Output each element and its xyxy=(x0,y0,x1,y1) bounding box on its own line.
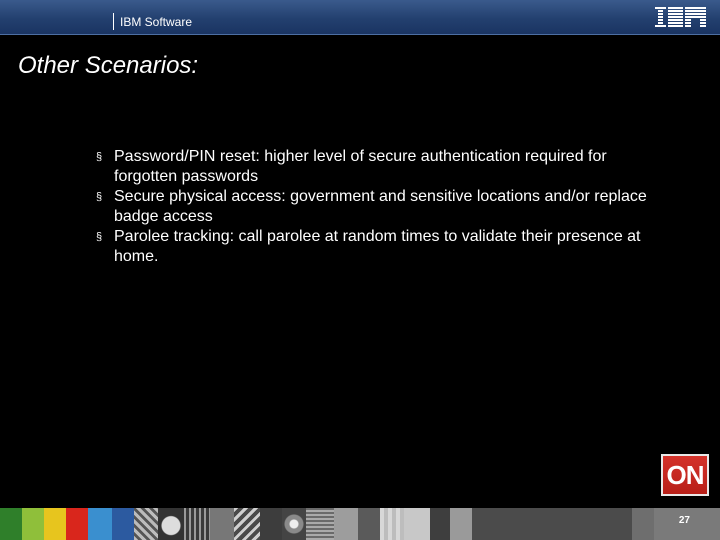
footer-tile xyxy=(134,508,158,540)
bullet-marker-icon: § xyxy=(96,151,103,163)
footer-tile xyxy=(334,508,358,540)
badge-text: ON xyxy=(666,459,704,490)
footer-tile xyxy=(158,508,184,540)
brand-divider xyxy=(113,13,114,30)
footer-tile xyxy=(632,508,654,540)
ibm-logo xyxy=(655,7,707,34)
footer-tile xyxy=(234,508,260,540)
bullet-item xyxy=(96,147,666,187)
bullet-text: Secure physical access: government and sensitive locations and/or replace badge access xyxy=(114,188,647,225)
footer-tile xyxy=(450,508,472,540)
slide-title: Other Scenarios: xyxy=(18,52,199,79)
bullet-marker-icon: § xyxy=(96,231,103,243)
bullet-text: Parolee tracking: call parolee at random times to validate their presence at home. xyxy=(114,228,641,265)
brand-label: IBM Software xyxy=(120,15,193,29)
footer-tile xyxy=(358,508,380,540)
footer-tile xyxy=(430,508,450,540)
footer-tile xyxy=(112,508,134,540)
bullet-list xyxy=(96,147,666,267)
bullet-item xyxy=(96,227,666,267)
bullet-marker-icon: § xyxy=(96,191,103,203)
ibm-logo-graphic xyxy=(655,7,707,29)
footer-tile xyxy=(44,508,66,540)
bullet-item xyxy=(96,187,666,227)
page-number: 27 xyxy=(678,515,690,526)
footer-tile xyxy=(380,508,404,540)
footer-tile xyxy=(306,508,334,540)
footer-tile xyxy=(22,508,44,540)
footer-tile xyxy=(0,508,22,540)
footer-tile xyxy=(282,508,306,540)
footer-tile xyxy=(184,508,210,540)
header-bar xyxy=(0,0,720,35)
footer-tile xyxy=(88,508,112,540)
footer-tile xyxy=(404,508,430,540)
on-demand-badge xyxy=(661,454,709,496)
bullet-text: Password/PIN reset: higher level of secure authentication required for forgotten passwords xyxy=(114,148,607,185)
footer-tile xyxy=(66,508,88,540)
footer-tile xyxy=(472,508,632,540)
footer-tile xyxy=(260,508,282,540)
footer-tile xyxy=(210,508,234,540)
footer-image-strip xyxy=(0,508,720,540)
